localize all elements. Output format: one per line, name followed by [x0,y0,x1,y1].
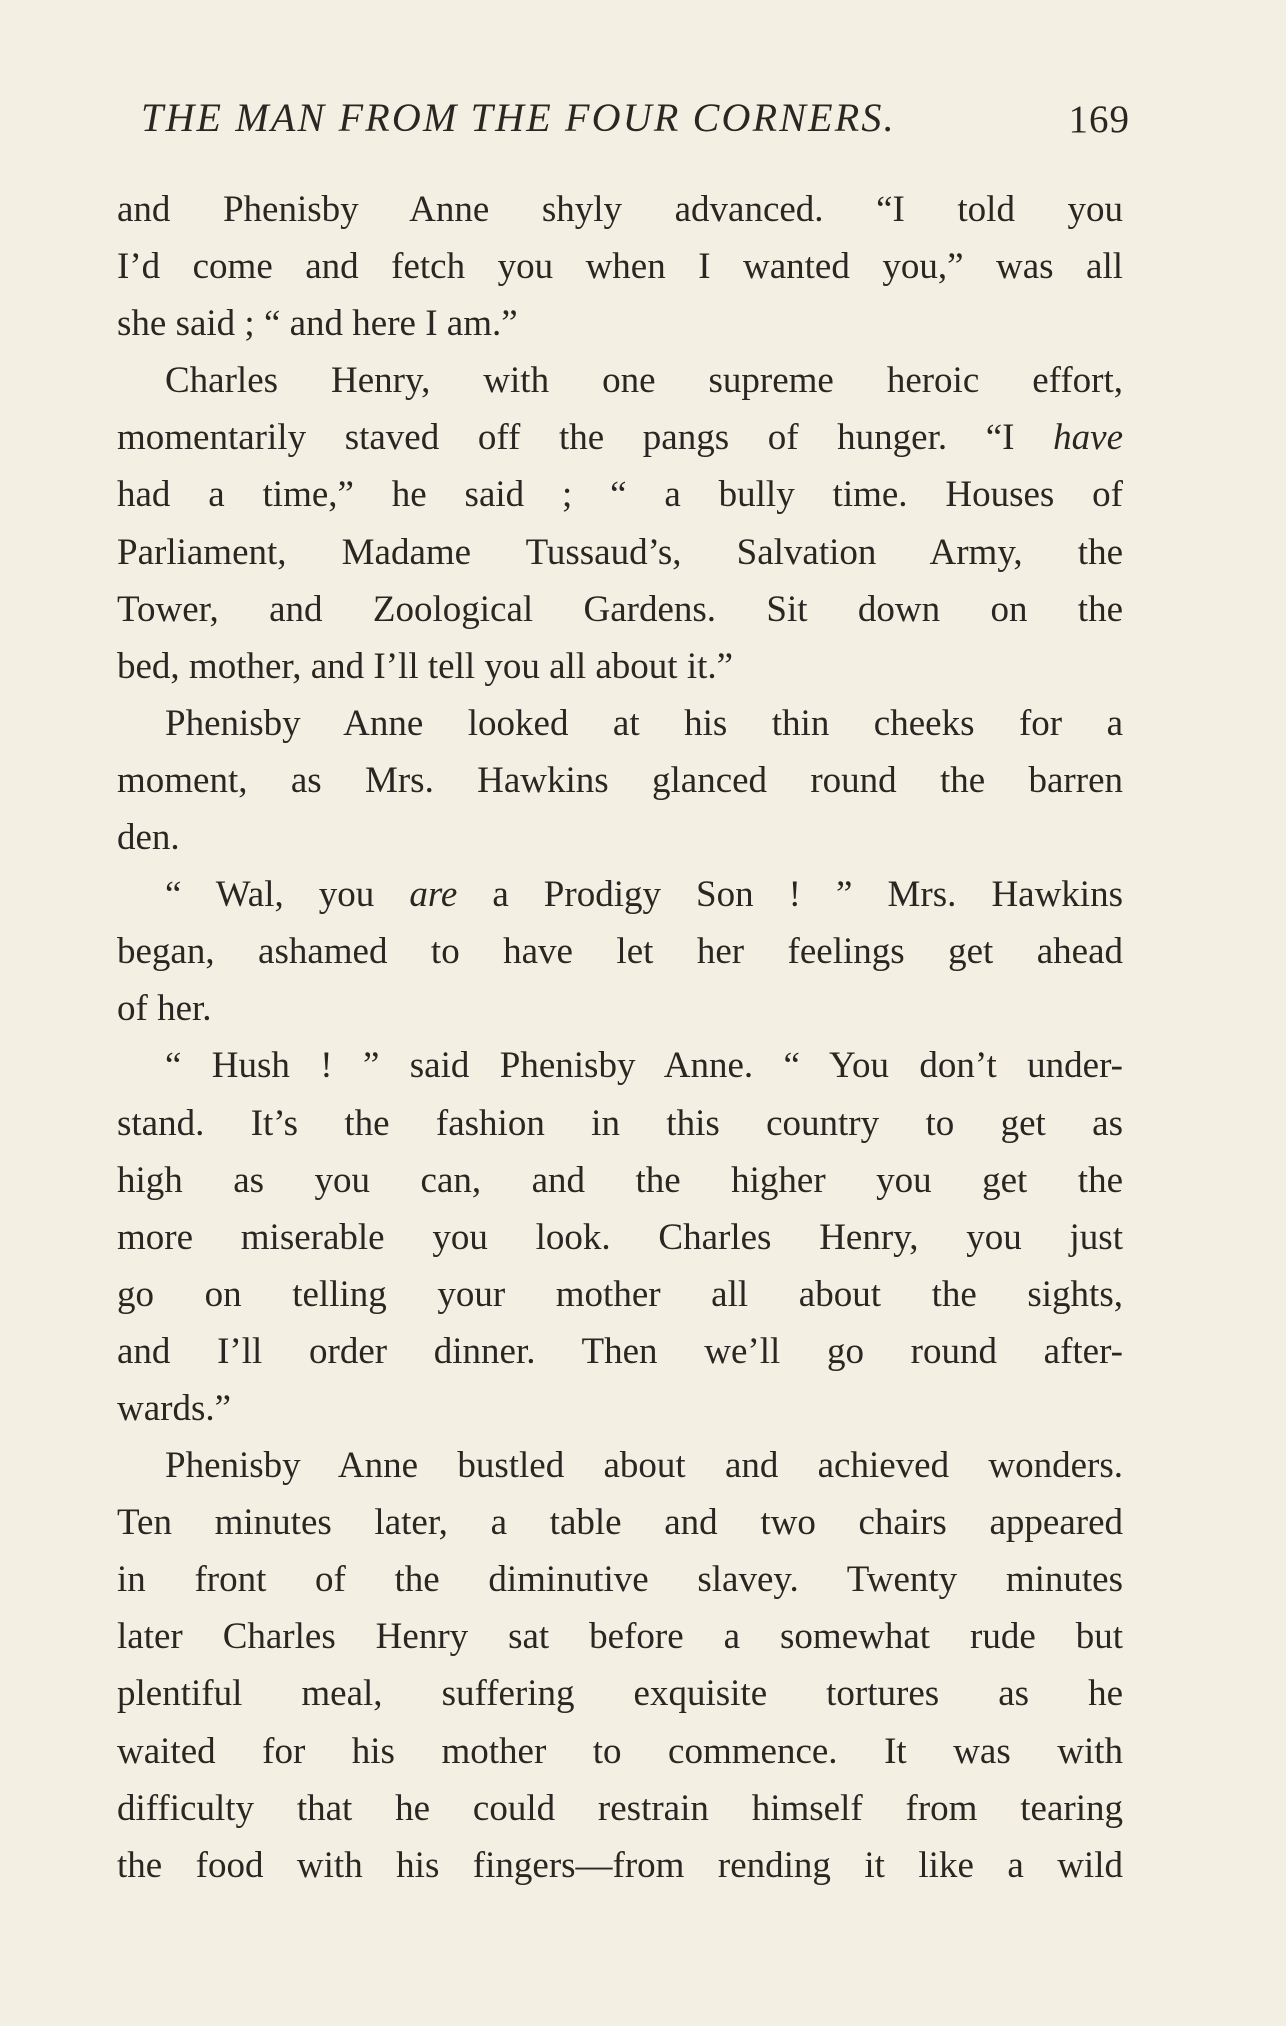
emphasis: are [409,874,458,916]
text-line [117,866,1123,923]
text-line: began, ashamed to have let her feelings get ahead [117,931,1123,973]
text-line: Ten minutes later, a table and two chairs appeared [117,1502,1123,1544]
text-line-part: momentarily staved off the pangs of hunger. “I have [117,417,1123,459]
text-line: Phenisby Anne bustled about and achieved wonders. [165,1445,1123,1487]
text-line: bed, mother, and I’ll tell you all about it.” [117,645,734,687]
text-line [117,409,1123,466]
text-line: and Phenisby Anne shyly advanced. “I told you [117,189,1123,230]
text-line: go on telling your mother all about the sights, [117,1273,1123,1315]
text-line-part: “ Wal, you are a Prodigy Son ! ” Mrs. Hawkins [165,874,1123,916]
page-number: 169 [1068,98,1130,141]
running-head [117,88,1130,148]
text-line: more miserable you look. Charles Henry, you just [117,1216,1123,1258]
text-line: of her. [117,988,212,1030]
body-text [117,181,1123,1894]
text-line: she said ; “ and here I am.” [117,303,518,345]
text-line: Phenisby Anne looked at his thin cheeks for a [165,702,1123,744]
text-line: difficulty that he could restrain himself from tearing [117,1787,1123,1829]
text-line: had a time,” he said ; “ a bully time. Houses of [117,474,1123,516]
text-line: later Charles Henry sat before a somewhat rude but [117,1616,1123,1658]
text-line: wards.” [117,1387,232,1429]
text-line: stand. It’s the fashion in this country to get as [117,1102,1123,1144]
text-line: Parliament, Madame Tussaud’s, Salvation Army, the [117,531,1123,573]
text-line: Charles Henry, with one supreme heroic effort, [165,360,1123,402]
text-line: waited for his mother to commence. It was with [117,1730,1123,1772]
text-line: I’d come and fetch you when I wanted you,” was all [117,246,1123,288]
emphasis: have [1053,417,1123,459]
text-line: in front of the diminutive slavey. Twenty minutes [117,1559,1123,1601]
text-line: Tower, and Zoological Gardens. Sit down on the [117,588,1123,630]
text-line: “ Hush ! ” said Phenisby Anne. “ You don’t under- [165,1045,1123,1087]
text-line: the food with his fingers—from rending it like a wild [117,1844,1123,1886]
text-line: and I’ll order dinner. Then we’ll go round after- [117,1330,1123,1372]
text-line: den. [117,817,180,859]
text-line: moment, as Mrs. Hawkins glanced round the barren [117,759,1123,801]
text-line: plentiful meal, suffering exquisite tortures as he [117,1673,1123,1715]
running-title: THE MAN FROM THE FOUR CORNERS. [141,95,896,140]
text-line: high as you can, and the higher you get the [117,1159,1123,1201]
